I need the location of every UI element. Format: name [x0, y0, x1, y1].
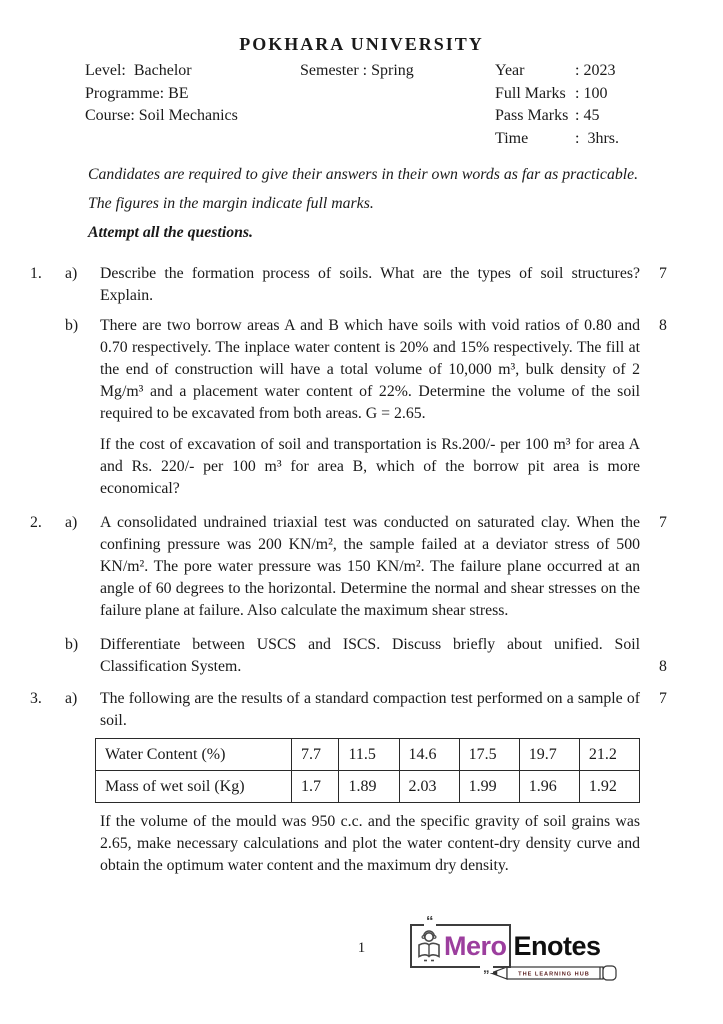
paragraph: If the volume of the mould was 950 c.c. and the specific gravity of soil grains was 2.65, make necessary calculations and plot the water content-dry density curve and obtain the optimum water content and the maximum dry density.: [100, 813, 640, 874]
header-left-column: [85, 60, 300, 150]
instruction-line-2: The figures in the margin indicate full marks.: [88, 195, 374, 212]
year-value: : 2023: [575, 62, 616, 79]
doc-header: [0, 33, 723, 150]
question-number: 2.: [30, 514, 42, 531]
part-body: [100, 315, 640, 500]
full-marks-value: : 100: [575, 84, 608, 102]
table-cell: 1.96: [519, 771, 579, 803]
table-row-header: Water Content (%): [96, 739, 292, 771]
instruction-line-1: Candidates are required to give their answers in their own words as far as practicable.: [88, 166, 639, 183]
meroenotes-logo: [410, 913, 620, 981]
pass-marks-label: Pass Marks: [495, 107, 569, 124]
quote-close-icon: „: [480, 963, 493, 973]
paragraph: A consolidated undrained triaxial test was conducted on saturated clay. When the confining pressure was 200 KN/m², the sample failed at a deviator stress of 500 KN/m². The pore water pressure was 150 KN/m². The failure plane occurred at an angle of 60 degrees to the horizontal. Determine the normal and shear stresses on the failure plane at failure. Also calculate the maximum shear stress.: [100, 514, 640, 619]
table-cell: 1.7: [292, 771, 339, 803]
page-footer: [0, 913, 723, 996]
instructions: [88, 164, 643, 251]
time-row: [495, 128, 675, 151]
table-cell: 19.7: [519, 739, 579, 771]
part-body: [100, 688, 640, 877]
paragraph: If the cost of excavation of soil and transportation is Rs.200/- per 100 m³ for area A and Rs. 220/- per 100 m³ for area B, which of the borrow pit area is more economical?: [100, 436, 640, 497]
table-cell: 2.03: [399, 771, 459, 803]
header-columns: [85, 60, 683, 150]
instruction-line-3: Attempt all the questions.: [88, 224, 254, 241]
marks-value: 7: [659, 265, 667, 282]
question-number: 1.: [30, 265, 42, 282]
table-cell: 11.5: [339, 739, 399, 771]
university-title: POKHARA UNIVERSITY: [239, 34, 484, 54]
marks-value: 7: [659, 690, 667, 707]
year-label: Year: [495, 62, 525, 79]
year-row: [495, 60, 675, 83]
header-right-column: [495, 60, 675, 150]
course-line: Course: Soil Mechanics: [85, 107, 238, 124]
part-letter: a): [65, 690, 78, 707]
header-center-column: [300, 60, 495, 150]
part-letter: a): [65, 514, 78, 531]
part-body: [100, 263, 640, 307]
semester-line: Semester : Spring: [300, 62, 414, 79]
question-2b: [0, 634, 723, 678]
part-body: [100, 634, 640, 678]
reading-mascot-icon: [416, 930, 442, 962]
table-cell: 1.99: [459, 771, 519, 803]
question-3a: [0, 688, 723, 877]
time-value: : 3hrs.: [575, 129, 619, 147]
full-marks-label: Full Marks: [495, 84, 566, 102]
table-cell: 7.7: [292, 739, 339, 771]
table-row-header: Mass of wet soil (Kg): [96, 771, 292, 803]
quote-open-icon: “: [426, 913, 434, 930]
pass-marks-row: [495, 105, 675, 128]
logo-box: [410, 913, 511, 975]
marks-value: 7: [659, 514, 667, 531]
part-body: [100, 512, 640, 622]
question-2a: [0, 512, 723, 622]
question-number: 3.: [30, 690, 42, 707]
paragraph: There are two borrow areas A and B which have soils with void ratios of 0.80 and 0.70 respectively. The inplace water content is 20% and 15% respectively. The fill at the end of construction will have a total volume of 10,000 m³, bulk density of 2 Mg/m³ and a placement water content of 22%. Determine the volume of the soil required to be excavated from both areas. G = 2.65.: [100, 317, 640, 422]
part-letter: b): [65, 317, 79, 334]
programme-line: Programme: BE: [85, 84, 189, 102]
table-cell: 17.5: [459, 739, 519, 771]
time-label: Time: [495, 129, 529, 147]
question-1a: [0, 263, 723, 307]
pass-marks-value: : 45: [575, 107, 600, 124]
table-cell: 1.92: [579, 771, 639, 803]
logo-tagline: THE LEARNING HUB: [518, 971, 590, 978]
part-letter: b): [65, 636, 79, 653]
part-letter: a): [65, 265, 78, 282]
table-row-water-content: [96, 739, 640, 771]
full-marks-row: [495, 83, 675, 106]
table-cell: 14.6: [399, 739, 459, 771]
paragraph: Describe the formation process of soils. What are the types of soil structures? Explain.: [100, 265, 640, 304]
paragraph: Differentiate between USCS and ISCS. Discuss briefly about unified. Soil Classification System.: [100, 636, 640, 675]
paragraph: The following are the results of a standard compaction test performed on a sample of soil.: [100, 690, 640, 729]
marks-value: 8: [659, 317, 667, 334]
page-number: 1: [357, 940, 366, 956]
table-cell: 1.89: [339, 771, 399, 803]
compaction-test-table: [95, 738, 640, 803]
question-1b: [0, 315, 723, 500]
marks-value: 8: [659, 658, 667, 675]
table-row-wet-soil-mass: [96, 771, 640, 803]
brand-enotes-text: Enotes: [513, 930, 601, 961]
questions-section: [0, 263, 723, 877]
level-line: Level: Bachelor: [85, 62, 192, 79]
brand-mero-text: Mero: [444, 930, 507, 961]
table-cell: 21.2: [579, 739, 639, 771]
